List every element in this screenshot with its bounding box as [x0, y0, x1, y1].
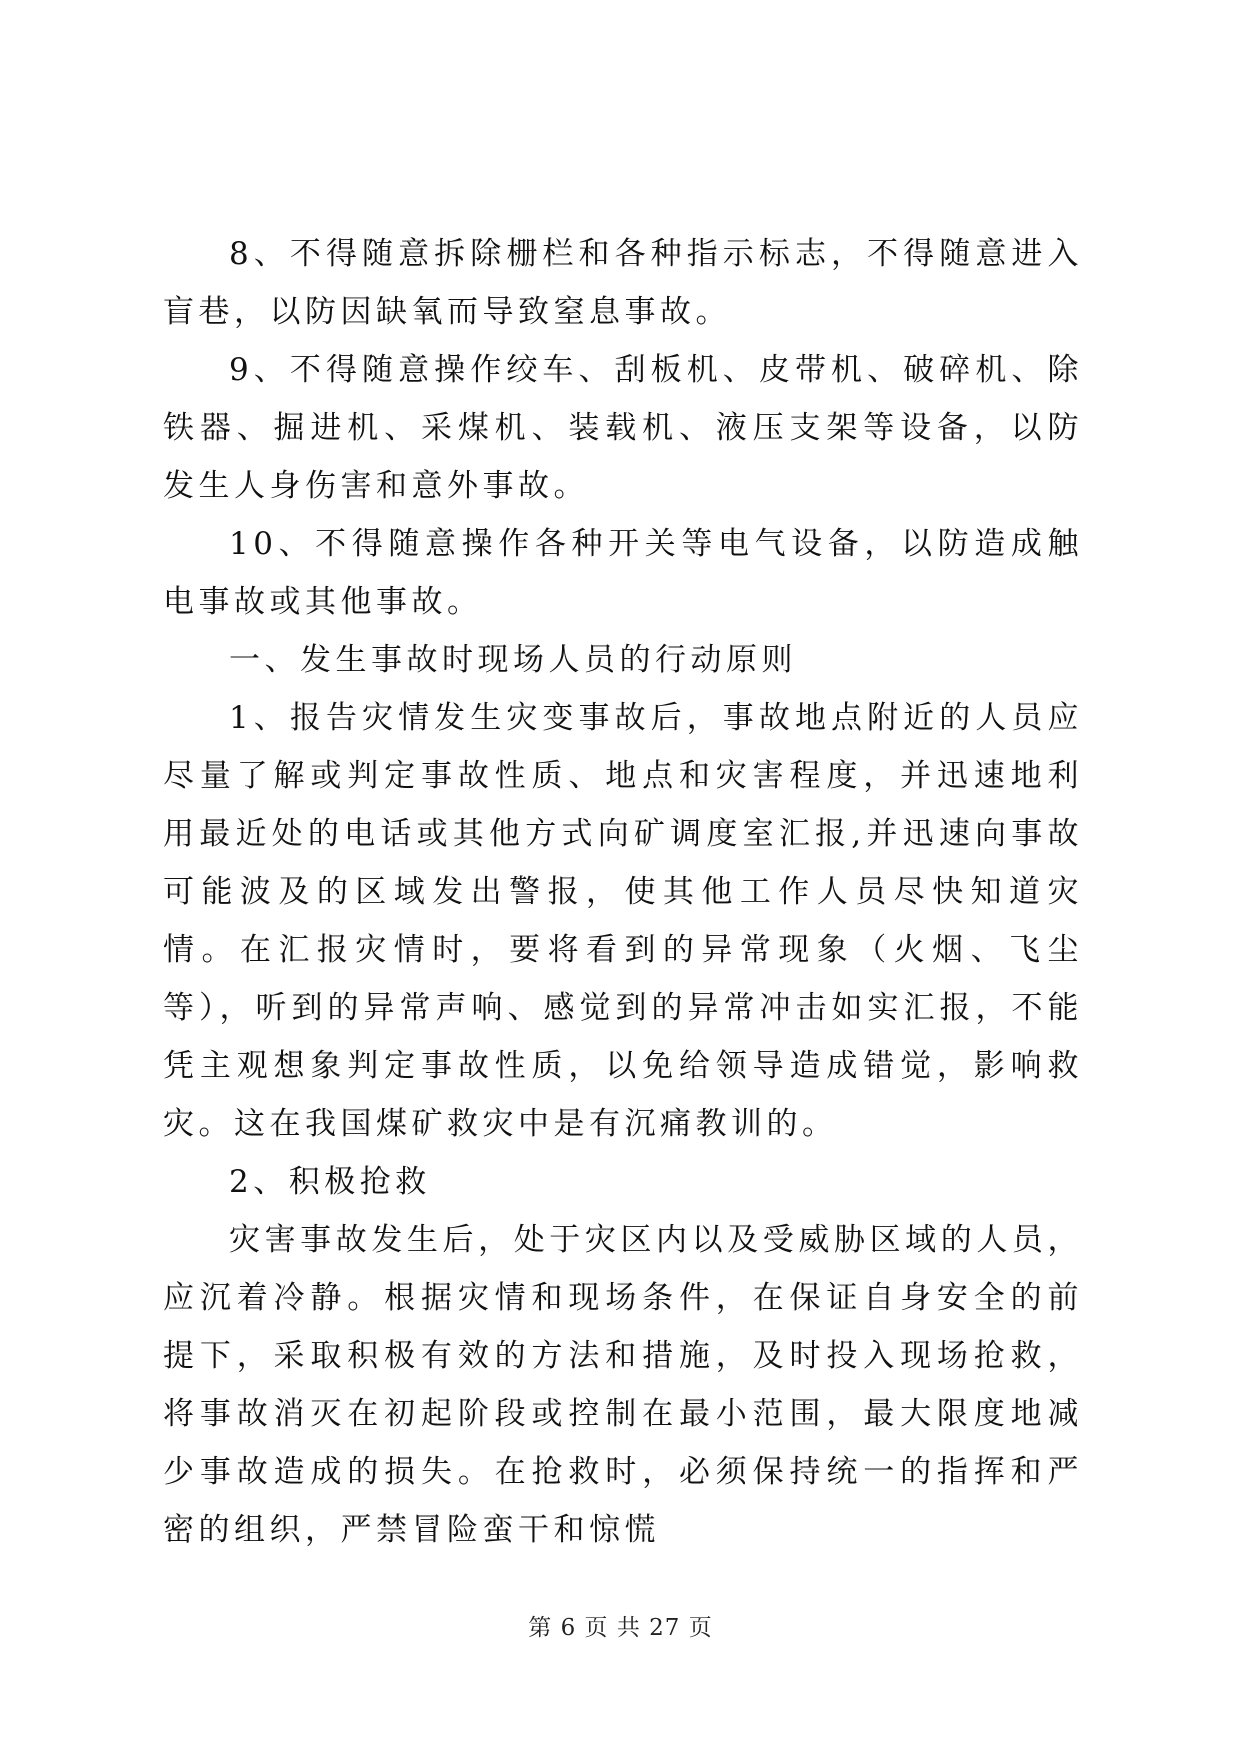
document-body [163, 225, 1083, 1559]
paragraph-item-8: 8、不得随意拆除栅栏和各种指示标志，不得随意进入盲巷，以防因缺氧而导致窒息事故。 [163, 236, 1083, 330]
section-heading: 一、发生事故时现场人员的行动原则 [229, 642, 797, 678]
paragraph-item-9: 9、不得随意操作绞车、刮板机、皮带机、破碎机、除铁器、掘进机、采煤机、装载机、液压支架等设备，以防发生人身伤害和意外事故。 [163, 352, 1083, 504]
page-number-footer: 第 6 页 共 27 页 [528, 1615, 713, 1641]
paragraph-report-disaster: 1、报告灾情发生灾变事故后，事故地点附近的人员应尽量了解或判定事故性质、地点和灾害程度，并迅速地利用最近处的电话或其他方式向矿调度室汇报,并迅速向事故可能波及的区域发出警报，使其他工作人员尽快知道灾情。在汇报灾情时，要将看到的异常现象（火烟、飞尘等），听到的异常声响、感觉到的异常冲击如实汇报，不能凭主观想象判定事故性质，以免给领导造成错觉，影响救灾。这在我国煤矿救灾中是有沉痛教训的。 [163, 700, 1083, 1142]
subheading-active-rescue: 2、积极抢救 [229, 1164, 431, 1200]
paragraph-rescue-details: 灾害事故发生后，处于灾区内以及受威胁区域的人员，应沉着冷静。根据灾情和现场条件，在保证自身安全的前提下，采取积极有效的方法和措施，及时投入现场抢救，将事故消灭在初起阶段或控制在最小范围，最大限度地减少事故造成的损失。在抢救时，必须保持统一的指挥和严密的组织，严禁冒险蛮干和惊慌 [163, 1222, 1083, 1548]
paragraph-item-10: 10、不得随意操作各种开关等电气设备，以防造成触电事故或其他事故。 [163, 526, 1083, 620]
